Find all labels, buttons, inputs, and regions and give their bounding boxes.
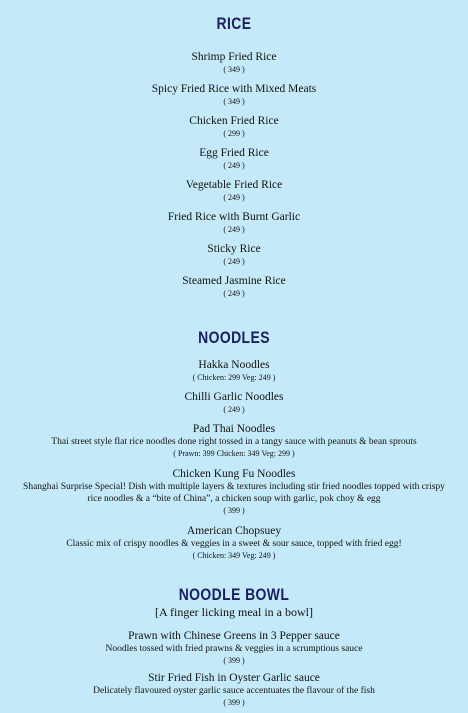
item-price: ( 349 ) [223,97,245,106]
item-price: ( 249 ) [223,405,245,414]
item-name: Chilli Garlic Noodles [184,391,284,403]
item-name: Egg Fried Rice [199,147,269,159]
menu-item [0,178,468,210]
menu-item [0,274,468,306]
item-price: ( Chicken: 299 Veg: 249 ) [192,373,276,382]
item-price: ( 299 ) [223,129,245,138]
item-name: Prawn with Chinese Greens in 3 Pepper sauce [128,630,340,642]
item-description: Thai street style flat rice noodles done right tossed in a tangy sauce with peanuts & bean sprouts [51,437,417,447]
menu-item [0,210,468,242]
menu-item [0,390,468,422]
menu-item [0,146,468,178]
menu-item [0,467,468,524]
item-price: ( 249 ) [223,193,245,202]
item-name: Shrimp Fried Rice [191,51,277,63]
menu-item [0,358,468,390]
item-name: Steamed Jasmine Rice [182,275,286,287]
item-price: ( Chicken: 349 Veg: 249 ) [192,551,276,560]
item-name: American Chopsuey [186,525,282,537]
menu-item [0,524,468,569]
item-name: Pad Thai Noodles [192,423,276,435]
item-name: Stir Fried Fish in Oyster Garlic sauce [148,672,320,684]
item-name: Spicy Fried Rice with Mixed Meats [151,83,317,95]
section-noodle-bowl [0,569,468,713]
item-price: ( 249 ) [223,161,245,170]
menu-item [0,422,468,467]
item-name: Vegetable Fried Rice [185,179,283,191]
menu-item [0,114,468,146]
section-subtitle: [A finger licking meal in a bowl] [155,605,313,619]
section-title: NOODLES [198,328,270,347]
item-name: Chicken Fried Rice [189,115,279,127]
menu-item [0,671,468,713]
section-title: NOODLE BOWL [178,585,290,604]
menu-item [0,82,468,114]
item-price: ( 249 ) [223,225,245,234]
item-price: ( Prawn: 399 Chicken: 349 Veg: 299 ) [173,449,295,458]
item-description: Classic mix of crispy noodles & veggies in a sweet & sour sauce, topped with fried egg! [66,539,402,549]
section-title: RICE [216,14,252,33]
item-description: Delicately flavoured oyster garlic sauce accentuates the flavour of the fish [93,686,375,696]
item-description: Shanghai Surprise Special! Dish with multiple layers & textures including stir fried noodles topped with crispy rice noodles & a “bite of China”, a chicken soup with garlic, pok choy & egg [23,482,445,504]
item-price: ( 249 ) [223,289,245,298]
item-name: Fried Rice with Burnt Garlic [167,211,301,223]
item-price: ( 399 ) [223,698,245,707]
section-rice [0,0,468,306]
item-price: ( 249 ) [223,257,245,266]
item-description: Noodles tossed with fried prawns & veggies in a scrumptious sauce [105,644,363,654]
menu-item [0,629,468,671]
item-price: ( 399 ) [223,506,245,515]
item-price: ( 349 ) [223,65,245,74]
item-name: Hakka Noodles [198,359,270,371]
item-name: Chicken Kung Fu Noodles [172,468,296,480]
item-name: Sticky Rice [207,243,261,255]
menu-item [0,50,468,82]
section-noodles [0,306,468,569]
item-price: ( 399 ) [223,656,245,665]
menu-item [0,242,468,274]
